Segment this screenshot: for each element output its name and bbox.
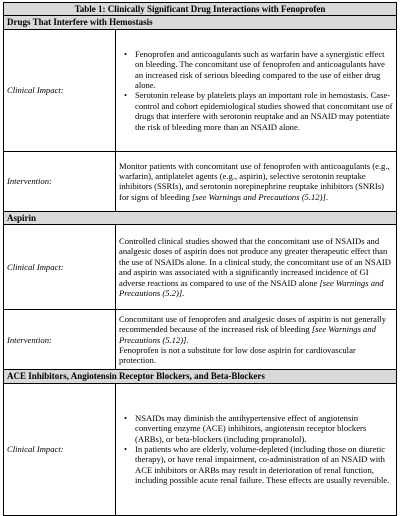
row-content	[116, 225, 397, 310]
list-item: • In patients who are elderly, volume-depleted (including those on diuretic therapy), or have renal impairment, co-administration of an NSAID with ACE inhibitors or ARBs may result in deterioration of renal function, including possible acute renal failure. These effects are usually reversible.	[135, 444, 393, 486]
reference-link[interactable]: [see Warnings and Precautions (5.12)]	[192, 191, 326, 202]
table-row	[4, 225, 397, 310]
row-label-clinical-impact: Clinical Impact:	[4, 383, 116, 515]
section-header-aspirin: Aspirin	[4, 211, 397, 224]
reference-link[interactable]: [see Warnings and Precautions (5.2)]	[119, 277, 384, 299]
row-content	[116, 151, 397, 211]
row-label-intervention: Intervention:	[4, 151, 116, 211]
table-row	[4, 310, 397, 370]
row-text-tail: .	[186, 334, 189, 345]
table-row	[4, 151, 397, 211]
section-header-row	[4, 16, 397, 29]
section-header-row	[4, 211, 397, 224]
drug-interactions-table	[3, 2, 397, 516]
list-item: • Fenoprofen and anticoagulants such as warfarin have a synergistic effect on bleeding. The concomitant use of fenoprofen and anticoagulants have an increased risk of serious bleeding compared to the use of either drug alone.	[135, 49, 393, 91]
list-item: • Serotonin release by platelets plays an important role in hemostasis. Case-control and cohort epidemiological studies showed that concomitant use of drugs that interfere with serotonin reuptake and an NSAID may potentiate the risk of bleeding more than an NSAID alone.	[135, 90, 393, 132]
row-content	[116, 310, 397, 370]
list-item: • NSAIDs may diminish the antihypertensive effect of angiotensin converting enzyme (ACE) inhibitors, angiotensin receptor blockers (ARBs), or beta-blockers (including propranolol).	[135, 413, 393, 444]
table-row	[4, 383, 397, 515]
row-text: Controlled clinical studies showed that the concomitant use of NSAIDs and analgesic doses of aspirin does not produce any greater therapeutic effect than the use of NSAIDs alone. In a clinical study, the concomitant use of an NSAID and aspirin was associated with a significantly increased incidence of GI adverse reactions as compared to use of the NSAID alone	[119, 236, 391, 288]
table-row	[4, 29, 397, 151]
row-text-tail: .	[182, 288, 185, 299]
table-title: Table 1: Clinically Significant Drug Interactions with Fenoprofen	[4, 3, 397, 16]
row-content	[116, 29, 397, 151]
bullet-list	[119, 49, 393, 132]
section-header-ace-inhibitors: ACE Inhibitors, Angiotensin Receptor Blockers, and Beta-Blockers	[4, 370, 397, 383]
section-header-row	[4, 370, 397, 383]
table-title-row	[4, 3, 397, 16]
section-header-hemostasis: Drugs That Interfere with Hemostasis	[4, 16, 397, 29]
row-label-intervention: Intervention:	[4, 310, 116, 370]
row-text-extra: Fenoprofen is not a substitute for low dose aspirin for cardiovascular protection.	[119, 344, 356, 366]
row-content	[116, 383, 397, 515]
bullet-list	[119, 413, 393, 486]
reference-link[interactable]: [see Warnings and Precautions (5.12)]	[119, 324, 376, 345]
row-text-tail: .	[325, 191, 328, 202]
row-label-clinical-impact: Clinical Impact:	[4, 225, 116, 310]
row-label-clinical-impact: Clinical Impact:	[4, 29, 116, 151]
row-text: Monitor patients with concomitant use of fenoprofen with anticoagulants (e.g., warfarin), antiplatelet agents (e.g., aspirin), selective serotonin reuptake inhibitors (SSRIs), and serotonin norepinephrine reuptake inhibitors (SNRIs) for signs of bleeding	[119, 160, 390, 202]
row-text: Concomitant use of fenoprofen and analgesic doses of aspirin is not generally recommended because of the increased risk of bleeding	[119, 313, 387, 335]
